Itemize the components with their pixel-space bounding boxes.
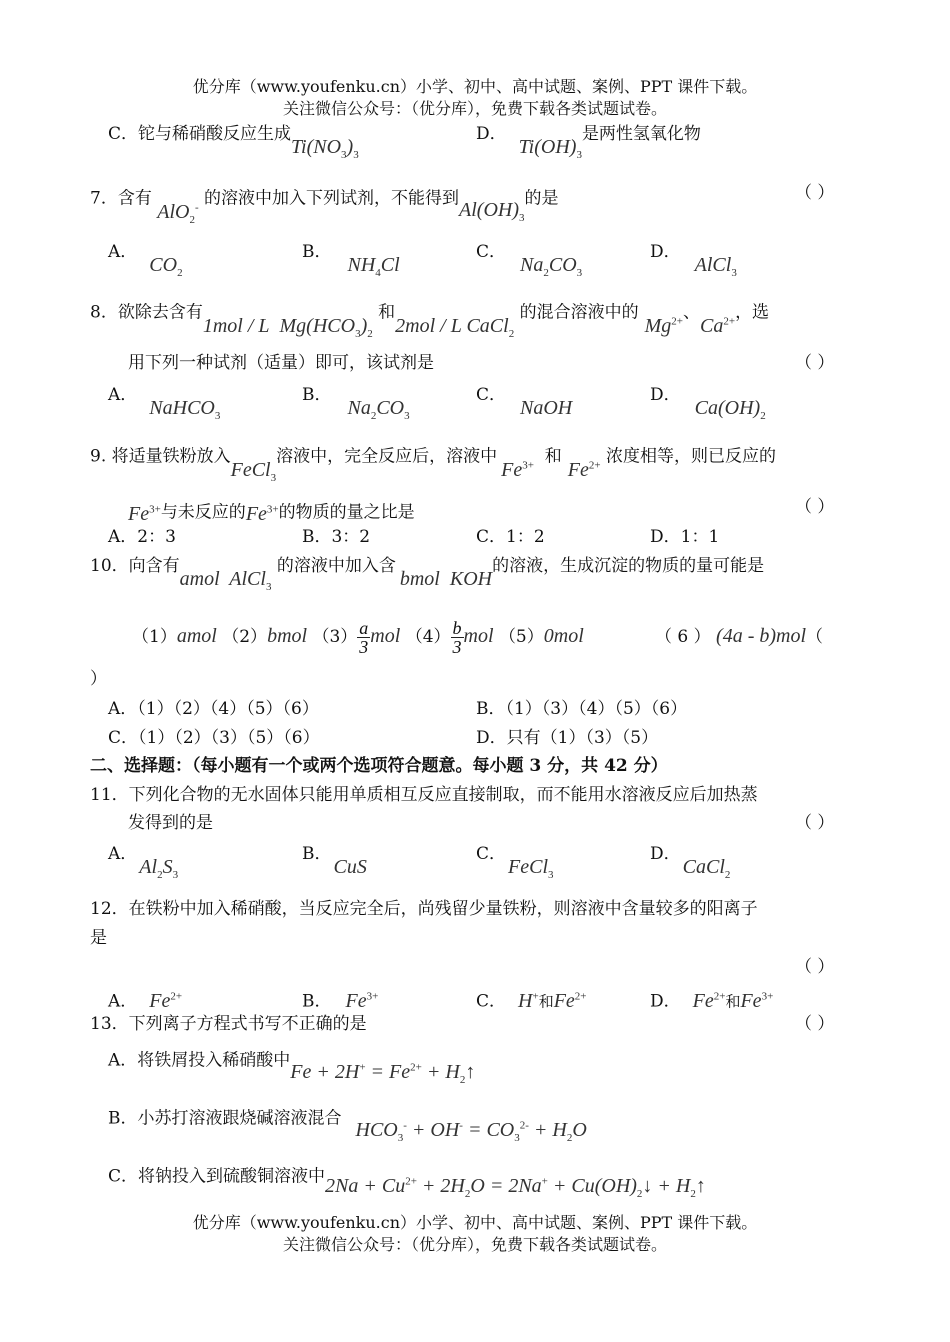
q10-option-d: D．只有（1）（3）（5）: [476, 728, 659, 748]
q6-formula-c: $Ti(NO_3)_3$: [291, 136, 359, 161]
q7-option-a-label: A．: [108, 242, 138, 262]
q11-answer-paren: （ ）: [795, 813, 835, 833]
q10-formula-koh: bmol KOH: [399, 568, 493, 590]
q8-option-d-formula: $Ca(OH)_2$: [694, 397, 766, 422]
q7-option-d-label: D．: [650, 242, 681, 262]
q7-option-d-formula: AlCl$_3$: [694, 254, 737, 279]
q9-ion-fe3: $Fe^{3+}$: [501, 458, 534, 481]
q7-number: 7．含有: [90, 188, 152, 209]
q10-choices-row: [132, 614, 584, 658]
q10-text-end: 的溶液，生成沉淀的物质的量可能是: [492, 556, 765, 576]
q6-option-c-text: C．铊与稀硝酸反应生成: [108, 124, 292, 144]
q9-line2-fe3-b: $Fe^{3+}$: [245, 502, 279, 525]
q8-number: 8．欲除去含有: [90, 302, 203, 323]
q12-answer-paren: （ ）: [795, 957, 835, 977]
q7-option-b-label: B．: [302, 242, 332, 262]
q12-option-d-formula-b: $Fe^{3+}$: [740, 989, 774, 1012]
q6-option-d-label: D．: [476, 124, 507, 144]
q12-option-d: [650, 985, 773, 1013]
q13-stem: 13．下列离子方程式书写不正确的是: [90, 1014, 367, 1034]
q11-stem-line1: 11．下列化合物的无水固体只能用单质相互反应直接制取，而不能用水溶液反应后加热蒸: [90, 785, 758, 805]
q10-paren-close: ）: [90, 669, 107, 689]
q7-text-end: 的是: [524, 188, 559, 209]
q8-option-c-formula: NaOH: [520, 397, 573, 419]
q8-option-a-label: A．: [108, 385, 138, 405]
q13-option-c-equation: $2Na + Cu^{2+} + 2H_2O = 2Na^+$ + $Cu(OH)_2↓$ + $H_2↑$: [325, 1174, 706, 1200]
q8-ion-mg: $Mg^{2+}$: [644, 314, 683, 337]
q6-option-c: [108, 122, 359, 161]
q10-choice-3-frac: $\frac{a}{3}$: [359, 618, 369, 657]
q7-option-c: [476, 240, 583, 279]
q13-option-a: [108, 1044, 476, 1086]
header-line-2: 关注微信公众号：（优分库），免费下载各类试题试卷。: [282, 99, 667, 118]
q8-formula-cacl2: 2mol / L CaCl$_2$: [395, 314, 515, 340]
q12-option-c-label: C．: [476, 991, 507, 1012]
q13-answer-paren: （ ）: [795, 1014, 835, 1034]
q8-text-and: 和: [378, 302, 396, 323]
q8-option-c: [476, 383, 573, 419]
q9-number: 9. 将适量铁粉放入: [90, 446, 231, 467]
q8-text-mid: 的混合溶液中的: [519, 302, 639, 323]
q11-option-b: [302, 842, 367, 878]
q10-number: 10．向含有: [90, 556, 180, 576]
q12-option-c-formula-b: $Fe^{2+}$: [553, 989, 587, 1012]
q12-option-b: [302, 985, 378, 1013]
q10-option-b: B．（1）（3）（4）（5）（6）: [476, 699, 688, 719]
q7-option-b: [302, 240, 400, 279]
q13-option-b-text: B．小苏打溶液跟烧碱溶液混合: [108, 1108, 342, 1129]
q8-formula-mghco3: 1mol / L $Mg(HCO_3)_2$: [202, 314, 373, 340]
q7-text-mid: 的溶液中加入下列试剂，不能得到: [204, 188, 460, 209]
q10-stem: [90, 554, 765, 593]
q9-stem-line2: [128, 496, 415, 524]
q10-choice-6-expr: (4a - b)mol: [716, 625, 807, 647]
q9-option-d: D．1：1: [650, 527, 720, 547]
q8-stem: [90, 296, 770, 340]
q13-option-c-text: C．将钠投入到硫酸铜溶液中: [108, 1166, 326, 1187]
q10-choice-4-unit: mol: [463, 625, 494, 647]
q10-choice-3-label: （3）: [312, 627, 358, 647]
q7-option-b-formula: $NH_4Cl$: [347, 254, 400, 279]
q13-option-b: [108, 1102, 587, 1144]
q8-option-c-label: C．: [476, 385, 507, 405]
q8-option-d-label: D．: [650, 385, 681, 405]
q9-line2-text-b: 的物质的量之比是: [278, 502, 415, 523]
footer-line-2: 关注微信公众号：（优分库），免费下载各类试题试卷。: [282, 1235, 667, 1254]
q10-formula-alcl3: amol AlCl$_3$: [179, 568, 272, 593]
q13-option-b-equation: $HCO_3^- + OH^- = CO_3^{2-} + H_2O$: [355, 1118, 587, 1144]
q10-choice-4-frac: $\frac{b}{3}$: [452, 618, 462, 657]
q10-choice-5-label: （5）: [498, 627, 544, 647]
q8-option-a-formula: NaHCO$_3$: [149, 397, 221, 422]
q10-paren-open: （: [806, 627, 824, 647]
q10-choice-6-label: （ 6 ）: [655, 627, 711, 647]
q11-option-d-label: D．: [650, 844, 681, 864]
q12-option-b-label: B．: [302, 991, 332, 1012]
q13-option-a-equation: $Fe + 2H^+ = Fe^{2+}$ + $H_2↑$: [290, 1060, 476, 1086]
header-line-1: 优分库（www.youfenku.cn）小学、初中、高中试题、案例、PPT 课件下载。: [192, 77, 758, 96]
q6-option-d-text: 是两性氢氧化物: [581, 124, 701, 144]
q11-option-c: [476, 842, 554, 881]
q10-option-c: C．（1）（2）（3）（5）（6）: [108, 728, 320, 748]
q6-option-d: [476, 122, 701, 161]
q12-stem-line2: 是: [90, 928, 107, 948]
q12-option-a: [108, 985, 182, 1013]
q7-answer-paren: （ ）: [795, 183, 835, 203]
section-2-title: 二、选择题：（每小题有一个或两个选项符合题意。每小题 3 分，共 42 分）: [90, 756, 668, 776]
q9-option-c: C．1：2: [476, 527, 545, 547]
q7-formula-alo2: AlO$_2$-: [157, 200, 199, 226]
q9-text-and: 和: [544, 446, 562, 467]
footer-line-1: 优分库（www.youfenku.cn）小学、初中、高中试题、案例、PPT 课件下载。: [192, 1213, 758, 1232]
q8-text-end: ，选: [735, 302, 770, 323]
q10-choice-6: [655, 614, 823, 658]
q11-option-a: [108, 842, 179, 881]
q12-option-c-and: 和: [538, 992, 554, 1011]
q11-option-c-label: C．: [476, 844, 507, 864]
q11-option-b-label: B．: [302, 844, 332, 864]
q11-option-a-label: A．: [108, 844, 138, 864]
q9-text-mid1: 溶液中，完全反应后，溶液中: [276, 446, 498, 467]
q12-option-c: [476, 985, 587, 1013]
q8-answer-paren: （ ）: [795, 353, 835, 373]
q10-choice-2: bmol: [267, 625, 308, 647]
q11-option-b-formula: CuS: [333, 856, 367, 878]
q8-option-d: [650, 383, 766, 422]
q12-option-a-label: A．: [108, 991, 138, 1012]
q7-option-a: [108, 240, 183, 279]
q9-ion-fe2: $Fe^{2+}$: [567, 458, 601, 481]
q7-stem: [90, 182, 559, 226]
q10-text-mid: 的溶液中加入含: [276, 556, 396, 576]
q7-option-c-formula: $Na_2CO_3$: [520, 254, 583, 279]
q10-option-a: A．（1）（2）（4）（5）（6）: [108, 699, 319, 719]
q9-line2-fe3-a: $Fe^{3+}$: [128, 502, 161, 525]
q9-line2-text-a: 与未反应的: [160, 502, 246, 523]
q7-option-d: [650, 240, 737, 279]
q7-option-c-label: C．: [476, 242, 507, 262]
q9-option-b: B．3：2: [302, 527, 371, 547]
q8-option-a: [108, 383, 221, 422]
q8-stem-line2: 用下列一种试剂（适量）即可，该试剂是: [128, 353, 434, 373]
q12-option-c-formula-a: H+: [518, 989, 539, 1012]
q12-option-d-and: 和: [725, 992, 741, 1011]
q12-option-b-formula: $Fe^{3+}$: [345, 989, 379, 1012]
q12-option-d-formula-a: $Fe^{2+}$: [692, 989, 726, 1012]
q8-option-b-formula: $Na_2CO_3$: [347, 397, 410, 422]
q8-text-sep: 、: [683, 302, 700, 323]
q10-choice-3-unit: mol: [370, 625, 401, 647]
q8-option-b-label: B．: [302, 385, 332, 405]
q9-text-mid2: 浓度相等，则已反应的: [605, 446, 776, 467]
q10-choice-1-label: （1）: [132, 627, 177, 647]
q7-option-a-formula: $CO_2$: [149, 254, 183, 279]
q9-answer-paren: （ ）: [795, 497, 835, 517]
q11-stem-line2: 发得到的是: [128, 813, 213, 833]
q9-stem: [90, 440, 776, 484]
q11-option-d: [650, 842, 731, 881]
q7-formula-aloh3: $Al(OH)_3$: [459, 198, 525, 224]
q8-option-b: [302, 383, 410, 422]
q11-option-d-formula: CaCl$_2$: [682, 856, 731, 881]
q13-option-a-text: A．将铁屑投入稀硝酸中: [108, 1050, 291, 1071]
q9-option-a: A．2：3: [108, 527, 176, 547]
q13-option-c: [108, 1160, 706, 1200]
q12-option-a-formula: $Fe^{2+}$: [149, 989, 183, 1012]
q10-choice-2-label: （2）: [222, 627, 268, 647]
q10-choice-1: amol: [176, 625, 217, 647]
q11-option-c-formula: FeCl$_3$: [508, 856, 554, 881]
q10-choice-4-label: （4）: [405, 627, 451, 647]
q6-formula-d: $Ti(OH)_3$: [518, 136, 582, 161]
q10-choice-5: 0mol: [543, 625, 584, 647]
q12-stem-line1: 12．在铁粉中加入稀硝酸，当反应完全后，尚残留少量铁粉，则溶液中含量较多的阳离子: [90, 899, 758, 919]
q12-option-d-label: D．: [650, 991, 681, 1012]
q9-formula-fecl3: FeCl$_3$: [230, 458, 277, 484]
q11-option-a-formula: $Al_2S_3$: [139, 856, 179, 881]
q8-ion-ca: $Ca^{2+}$: [700, 314, 736, 337]
